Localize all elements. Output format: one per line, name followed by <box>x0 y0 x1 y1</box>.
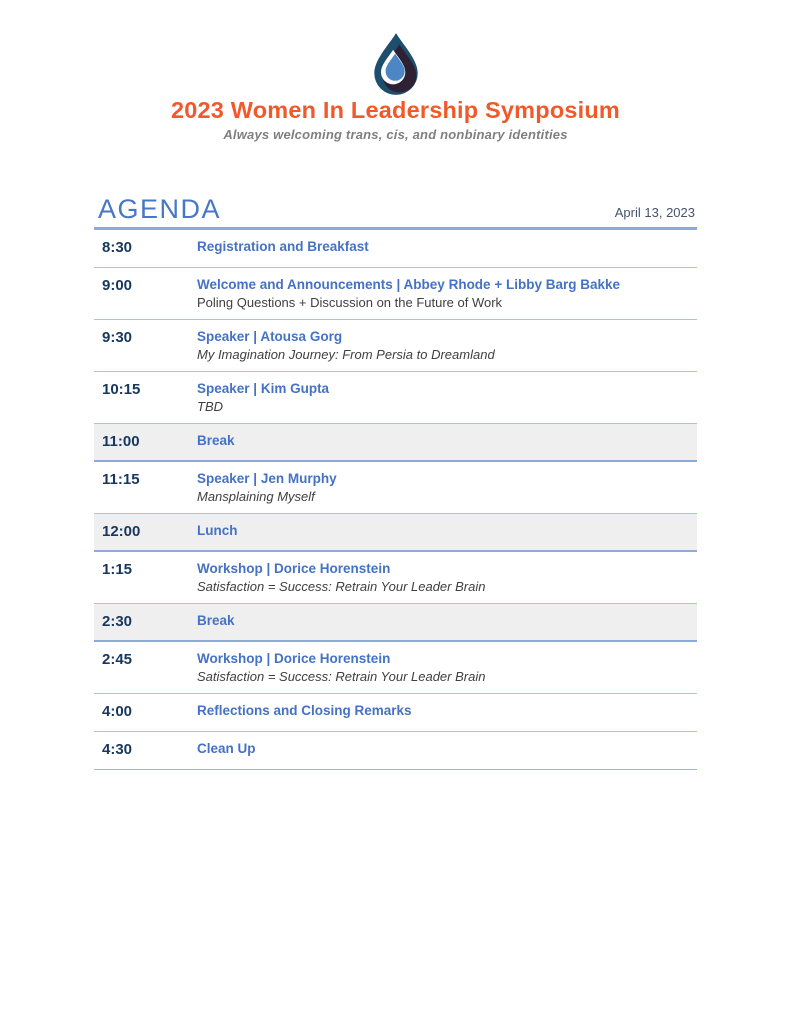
water-drop-logo-icon <box>358 32 434 96</box>
document-subtitle: Always welcoming trans, cis, and nonbinary identities <box>223 126 568 142</box>
agenda-row-session <box>197 433 697 452</box>
agenda-row-session <box>197 381 697 415</box>
agenda-row-description: My Imagination Journey: From Persia to Dreamland <box>197 346 495 362</box>
agenda-row-time: 4:00 <box>102 702 133 720</box>
agenda-row-session <box>197 277 697 311</box>
agenda-row <box>94 552 697 604</box>
agenda-row-title: Workshop | Dorice Horenstein <box>197 560 391 576</box>
agenda-row <box>94 604 697 642</box>
agenda-row-session <box>197 471 697 505</box>
agenda-row-title: Workshop | Dorice Horenstein <box>197 650 391 666</box>
agenda-row-title: Registration and Breakfast <box>197 238 369 254</box>
agenda-row <box>94 642 697 694</box>
agenda-row-time: 2:45 <box>102 650 133 668</box>
agenda-row-time: 9:30 <box>102 328 133 346</box>
agenda-row-title: Reflections and Closing Remarks <box>197 702 412 718</box>
agenda-row-title: Speaker | Atousa Gorg <box>197 328 343 344</box>
agenda-row-session <box>197 239 697 259</box>
agenda-row <box>94 268 697 320</box>
agenda-row-title: Speaker | Kim Gupta <box>197 380 330 396</box>
agenda-row <box>94 230 697 268</box>
agenda-row <box>94 372 697 424</box>
agenda-row <box>94 320 697 372</box>
agenda-rows <box>94 230 697 770</box>
agenda-heading: AGENDA <box>98 193 222 224</box>
agenda-row-time: 10:15 <box>102 380 141 398</box>
agenda-row <box>94 514 697 552</box>
agenda-row-time: 12:00 <box>102 522 141 540</box>
agenda-row-title: Welcome and Announcements | Abbey Rhode + Libby Barg Bakke <box>197 276 620 292</box>
agenda-row <box>94 732 697 770</box>
agenda-row-time: 11:00 <box>102 432 140 450</box>
agenda-row <box>94 424 697 462</box>
agenda-row <box>94 462 697 514</box>
agenda-row-session <box>197 703 697 723</box>
agenda-row-description: Satisfaction = Success: Retrain Your Leader Brain <box>197 668 486 684</box>
agenda-row-session <box>197 741 697 761</box>
agenda-row-time: 8:30 <box>102 238 133 256</box>
agenda-row-title: Lunch <box>197 522 238 538</box>
agenda-row-description: Satisfaction = Success: Retrain Your Leader Brain <box>197 578 486 594</box>
agenda-row-title: Clean Up <box>197 740 256 756</box>
document-header <box>0 0 791 142</box>
agenda-row-session <box>197 651 697 685</box>
agenda-row-time: 9:00 <box>102 276 133 294</box>
agenda-row-title: Break <box>197 432 235 448</box>
agenda-row-description: Poling Questions + Discussion on the Future of Work <box>197 294 503 310</box>
agenda-row-time: 11:15 <box>102 470 140 488</box>
agenda-row-time: 4:30 <box>102 740 133 758</box>
agenda-row-session <box>197 523 697 542</box>
agenda-row-description: Mansplaining Myself <box>197 488 315 504</box>
agenda-header <box>94 193 697 230</box>
agenda-row-description: TBD <box>197 398 223 414</box>
agenda-row-time: 1:15 <box>102 560 133 578</box>
agenda-date: April 13, 2023 <box>614 204 695 220</box>
agenda-row-session <box>197 329 697 363</box>
agenda-row-session <box>197 561 697 595</box>
agenda-row-session <box>197 613 697 632</box>
agenda-section <box>94 193 697 770</box>
agenda-row-time: 2:30 <box>102 612 133 630</box>
agenda-row-title: Speaker | Jen Murphy <box>197 470 337 486</box>
agenda-row <box>94 694 697 732</box>
agenda-row-title: Break <box>197 612 235 628</box>
document-title: 2023 Women In Leadership Symposium <box>170 97 621 123</box>
